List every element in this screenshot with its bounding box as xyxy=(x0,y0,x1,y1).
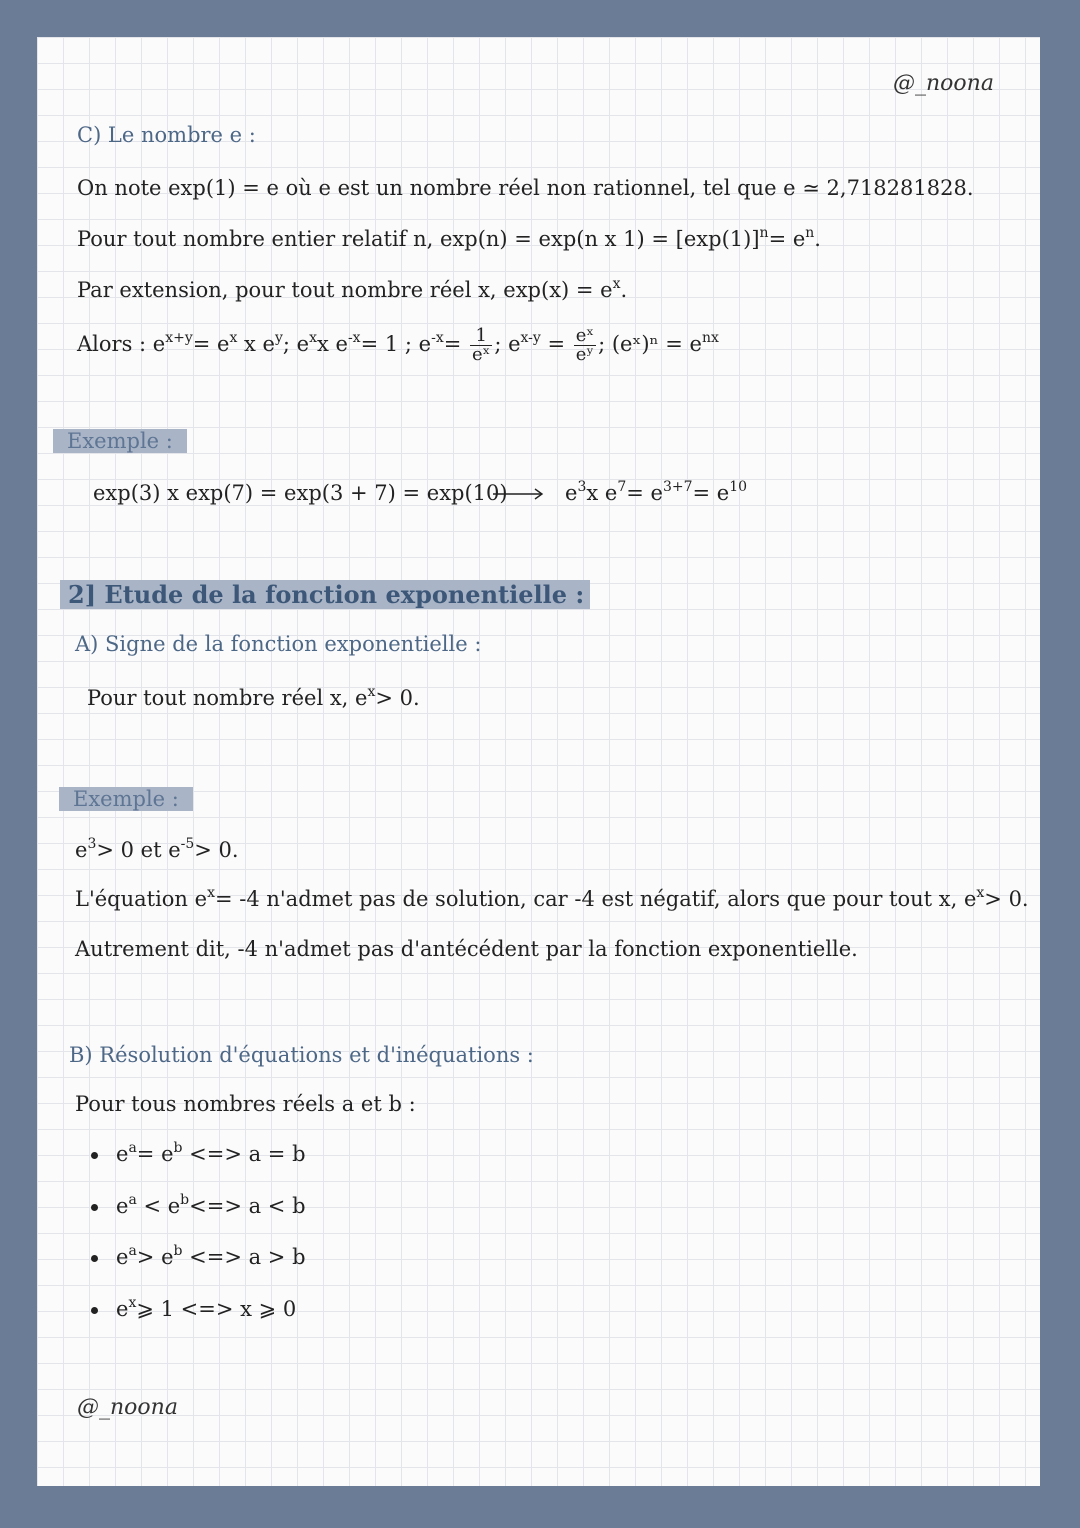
example1-left: exp(3) x exp(7) = exp(3 + 7) = exp(10) xyxy=(93,481,508,505)
bullet-greater-than: $e^a> e^b$ <=> a > b xyxy=(91,1245,306,1269)
bullet-dot xyxy=(91,1152,98,1159)
bullet-ex-geq-1: $e^x⩾$ 1 <=> x ⩾ 0 xyxy=(91,1297,296,1321)
bullet-equality: $e^a= e^b$ <=> a = b xyxy=(91,1142,306,1166)
sign-line: Pour tout nombre réel x, $e^x> 0$. xyxy=(87,684,420,710)
signature-bottom: @_noona xyxy=(77,1395,178,1420)
line-exp-x: Par extension, pour tout nombre réel x, $\exp(x) = e^x$. xyxy=(77,276,628,302)
example1-right: $e^3x$ $e^7= e^{3+7}= e^{10}$ xyxy=(565,479,748,505)
b-intro: Pour tous nombres réels a et b : xyxy=(75,1092,416,1116)
line-exp-n: Pour tout nombre entier relatif n, exp(n) = exp(n x $1) = [\exp(1)]^n= e^n$. xyxy=(77,225,821,251)
example2-line1: $e^3> 0$ et $e^{-5}> 0$. xyxy=(75,836,239,862)
arrow-right-icon xyxy=(491,485,547,503)
section-c-title: C) Le nombre e : xyxy=(77,123,256,147)
fraction-one-over-ex: $\frac{1}{\text{eˣ}}$ xyxy=(472,325,491,365)
section-2-title: 2] Etude de la fonction exponentielle : xyxy=(60,580,590,609)
example2-line2: L'équation $e^x= -4$ n'admet pas de solution, car -4 est négatif, alors que pour tout x, $e^x> 0$. xyxy=(75,885,1029,911)
example2-label: Exemple : xyxy=(59,787,193,811)
fraction-ex-over-ey: $\frac{\text{eˣ}}{\text{eʸ}}$ xyxy=(575,325,595,365)
properties-line: Alors : $e^{x+y}= e^x$ x $e^y$; $e^xx$ $e^{-x}= 1$ ; $e^{-x}=$ $\frac{1}{\text{eˣ}}$ ; $e^{x-y}$ = $\frac{\text{eˣ}}{\text{eʸ}}$ ; (eˣ)ⁿ = $e^{nx}$ xyxy=(77,325,719,365)
signature-top: @_noona xyxy=(893,71,994,96)
section-a-title: A) Signe de la fonction exponentielle : xyxy=(75,632,482,656)
bullet-dot xyxy=(91,1204,98,1211)
example2-line3: Autrement dit, -4 n'admet pas d'antécédent par la fonction exponentielle. xyxy=(75,937,858,961)
line-exp1-definition: On note exp(1) = e où e est un nombre réel non rationnel, tel que e ≃ 2,718281828. xyxy=(77,176,974,200)
bullet-dot xyxy=(91,1307,98,1314)
example1-label: Exemple : xyxy=(53,429,187,453)
bullet-less-than: $e^a < e^b<=> a < b$ xyxy=(91,1194,306,1218)
section-b-title: B) Résolution d'équations et d'inéquations : xyxy=(69,1043,534,1067)
bullet-dot xyxy=(91,1255,98,1262)
notebook-page xyxy=(37,37,1040,1486)
